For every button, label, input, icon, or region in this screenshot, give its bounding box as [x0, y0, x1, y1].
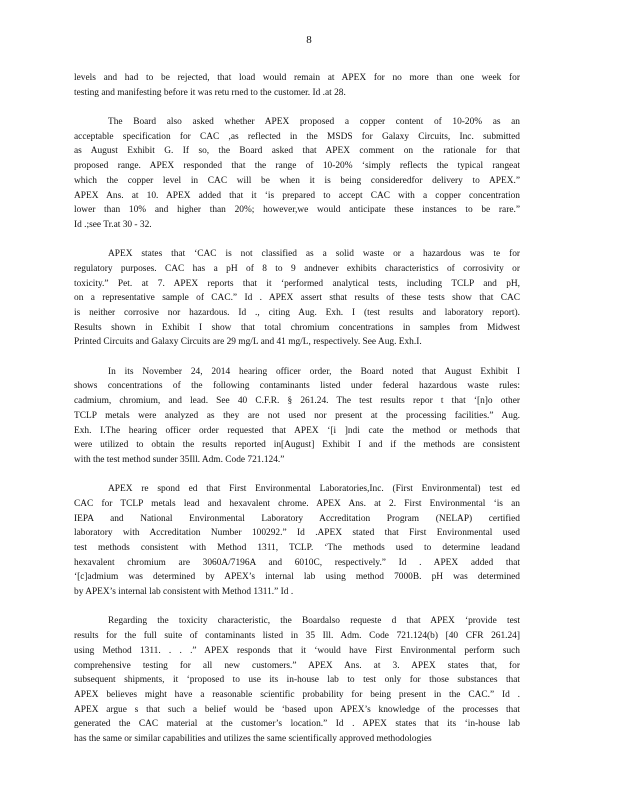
text-line: APEX states that ‘CAC is not classified as a solid waste or a hazardous was te for: [108, 249, 520, 260]
text-line: APEX believes might have a reasonable scientific probability for being present in the CAC.” Id .: [74, 689, 520, 700]
text-line: shows concentrations of the following contaminants listed under federal hazardous waste rules:: [74, 381, 520, 392]
text-line: regulatory purposes. CAC has a pH of 8 to 9 andnever exhibits characteristics of corrosivity or: [74, 263, 520, 274]
document-body: [74, 71, 520, 761]
text-line: Results shown in Exhibit I show that total chromium concentrations in samples from Midwest: [74, 322, 520, 333]
paragraph: [74, 365, 520, 468]
text-line: acceptable specification for CAC ,as reflected in the MSDS for Galaxy Circuits, Inc. submitted: [74, 131, 520, 142]
text-line: which the copper level in CAC will be when it is being consideredfor delivery to APEX.”: [74, 175, 520, 186]
text-line: laboratory with Accreditation Number 100292.” Id .APEX stated that First Environmental used: [74, 528, 520, 539]
text-line: comprehensive testing for all new customers.” APEX Ans. at 3. APEX states that, for: [74, 660, 520, 671]
text-line: testing and manifesting before it was retu rned to the customer. Id .at 28.: [74, 87, 346, 98]
text-line: Id .;see Tr.at 30 - 32.: [74, 219, 152, 230]
text-line: lower than 10% and higher than 20%; however,we would anticipate these instances to be rare.”: [74, 205, 520, 216]
text-line: results for the full suite of contaminants listed in 35 Ill. Adm. Code 721.124(b) [40 CFR 261.24]: [74, 631, 520, 642]
text-line: ‘[c]admium was determined by APEX’s internal lab using method 7000B. pH was determined: [74, 572, 520, 583]
text-line: with the test method sunder 35Ill. Adm. Code 721.124.”: [74, 454, 285, 465]
paragraph: [74, 115, 520, 233]
text-line: IEPA and National Environmental Laboratory Accreditation Program (NELAP) certified: [74, 513, 520, 524]
text-line: Exh. I.The hearing officer order requested that APEX ‘[i ]ndi cate the method or methods that: [74, 425, 520, 436]
paragraph: [74, 482, 520, 600]
page-number: 8: [306, 34, 312, 46]
text-line: on a representative sample of CAC.” Id . APEX assert sthat results of these tests show that CAC: [74, 293, 520, 304]
text-line: toxicity.” Pet. at 7. APEX reports that it ‘performed analytical tests, including TCLP and pH,: [74, 278, 520, 289]
text-line: Printed Circuits and Galaxy Circuits are 29 mg/L and 41 mg/L, respectively. See Aug. Exh.I.: [74, 337, 422, 348]
text-line: proposed range. APEX responded that the range of 10-20% ‘simply reflects the typical rangeat: [74, 161, 520, 172]
text-line: TCLP metals were analyzed as they are not used nor present at the processing facilities.” Aug.: [74, 410, 520, 421]
text-line: using Method 1311. . . .” APEX responds that it ‘would have First Environmental perform such: [74, 645, 520, 656]
text-line: APEX argue s that such a belief would be ‘based upon APEX’s knowledge of the processes that: [74, 704, 520, 715]
text-line: has the same or similar capabilities and utilizes the same scientifically approved methodologies: [74, 734, 432, 745]
text-line: subsequent shipments, it ‘proposed to use its in-house lab to test only for those substances that: [74, 675, 520, 686]
text-line: The Board also asked whether APEX proposed a copper content of 10-20% as an: [108, 117, 520, 127]
text-line: In its November 24, 2014 hearing officer order, the Board noted that August Exhibit I: [108, 366, 520, 377]
paragraph: [74, 247, 520, 350]
text-line: APEX re spond ed that First Environmental Laboratories,Inc. (First Environmental) test ed: [108, 484, 520, 495]
text-line: were utilized to obtain the results reported in[August] Exhibit I and if the methods are consistent: [74, 440, 520, 451]
paragraph: [74, 71, 520, 100]
text-line: generated the CAC material at the customer’s location.” Id . APEX states that its ‘in-house lab: [74, 719, 520, 730]
text-line: test methods consistent with Method 1311, TCLP. ‘The methods used to determine leadand: [74, 543, 520, 554]
text-line: Regarding the toxicity characteristic, the Boardalso requeste d that APEX ‘provide test: [108, 616, 520, 627]
text-line: CAC for TCLP metals lead and hexavalent chrome. APEX Ans. at 2. First Environmental ‘is an: [74, 498, 520, 509]
paragraph: [74, 614, 520, 746]
text-line: cadmium, chromium, and lead. See 40 C.F.R. § 261.24. The test results repor t that ‘[n]o other: [74, 396, 520, 407]
text-line: is neither corrosive nor hazardous. Id ., citing Aug. Exh. I (test results and laboratory report).: [74, 308, 520, 319]
text-line: by APEX’s internal lab consistent with Method 1311.” Id .: [74, 587, 294, 598]
text-line: APEX Ans. at 10. APEX added that it ‘is prepared to accept CAC with a copper concentration: [74, 190, 520, 201]
text-line: levels and had to be rejected, that load would remain at APEX for no more than one week for: [74, 73, 520, 83]
text-line: as August Exhibit G. If so, the Board asked that APEX comment on the rationale for that: [74, 146, 520, 157]
text-line: hexavalent chromium are 3060A/7196A and 6010C, respectively.” Id . APEX added that: [74, 557, 520, 568]
